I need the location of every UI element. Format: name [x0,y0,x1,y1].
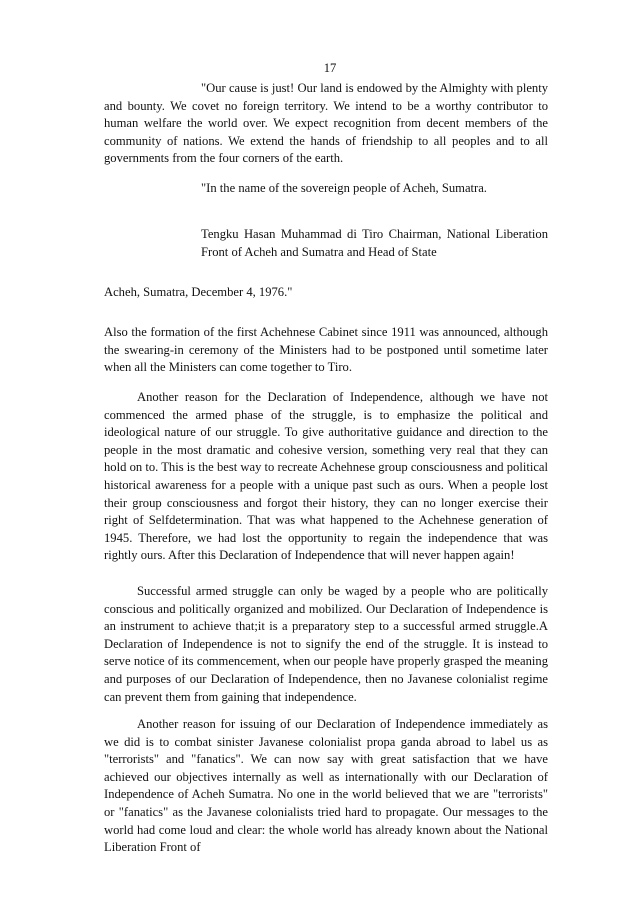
place-date-line: Acheh, Sumatra, December 4, 1976." [104,285,293,299]
page-number: 17 [323,61,337,75]
propaganda-paragraph: Another reason for issuing of our Declaration of Independence immediately as we did is to combat sinister Javanese colonialist propa ganda abroad to label us as "terrorists" and "fanatics". We can now say with great satisfaction that we have achieved our objectives internally as well as internationally with our Declaration of Independence of Acheh Sumatra. No one in the world believed that we are "terrorists" or "fanatics" as the Javanese colonialists tried hard to propagate. Our messages to the world had come loud and clear: the whole world has already known about the National Liberation Front of [104,717,548,855]
armed-struggle-paragraph: Successful armed struggle can only be waged by a people who are politically conscious and politically organized and mobilized. Our Declaration of Independence is an instrument to achieve that;it is a preparatory step to a successful armed struggle.A Declaration of Independence is not to signify the end of the struggle. It is instead to serve notice of its commencement, when our people have properly grasped the meaning and purposes of our Declaration of Independence, then no Javanese colonialist regime can prevent them from gaining that independence. [104,584,548,704]
reason-paragraph: Another reason for the Declaration of Independence, although we have not commenced the armed phase of the struggle, is to emphasize the political and ideological nature of our struggle. To give authoritative guidance and direction to the people in the most dramatic and cohesive version, something very real that they can hold on to. This is the best way to recreate Achehnese group consciousness and political historical awareness for a people with a unique past such as ours. When a people lost their group consciousness and forgot their history, they can no longer exercise their right of Selfdetermination. That was what happened to the Achehnese generation of 1945. Therefore, we had lost the opportunity to regain the independence that was rightly ours. After this Declaration of Independence that will never happen again! [104,390,548,563]
quote-sovereign-line: "In the name of the sovereign people of Acheh, Sumatra. [201,181,487,195]
signatory-block: Tengku Hasan Muhammad di Tiro Chairman, National Liberation Front of Acheh and Sumatra and Head of State [201,227,548,259]
cabinet-paragraph: Also the formation of the first Achehnese Cabinet since 1911 was announced, although the swearing-in ceremony of the Ministers had to be postponed until sometime later when all the Ministers can come together to Tiro. [104,325,548,375]
quote-cause-paragraph: "Our cause is just! Our land is endowed by the Almighty with plenty and bounty. We covet no foreign territory. We intend to be a worthy contributor to human welfare the world over. We expect recognition from decent members of the community of nations. We extend the hands of friendship to all peoples and to all governments from the four corners of the earth. [104,81,548,166]
